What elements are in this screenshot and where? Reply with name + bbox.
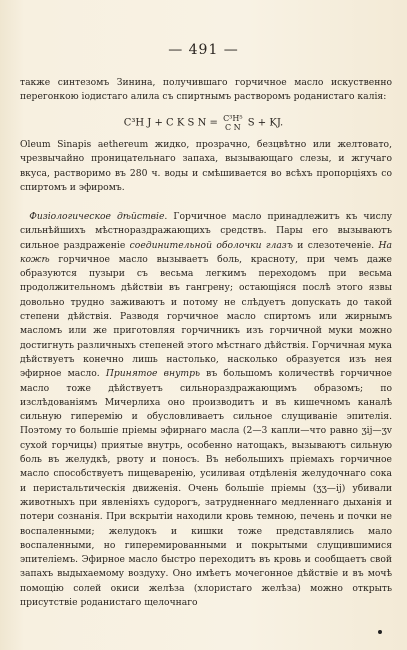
physio-text-4: въ большомъ количествѣ горчичное масло тоже дѣйствуетъ сильнораздражающимъ образомъ; по изслѣдованіямъ Мичерлиха оно производитъ и въ кишечномъ каналѣ сильную гиперемію и обусловливаетъ сильное слущиваніе эпителія. Поэтому то большіе пріемы эфирнаго масла (2—3 капли—что равно ʒij—ʒv сухой горчицы) приятые внутрь, особенно натощакъ, вызываютъ сильную боль въ желудкѣ, рвоту и поносъ. Въ небольшихъ пріемахъ горчичное масло способствуетъ пищеваренію, усиливая отдѣленія желудочнаго сока и перистальтическія движенія. Очень большіе пріемы (ʒʒ—ij) убивали животныхъ при явленіяхъ судорогъ, затрудненнаго медленнаго дыханія и потери сознанія. При вскрытіи находили кровь темною, печень и почки не воспаленными; желудокъ и кишки тоже представлялись мало воспаленными, но гиперемированными и покрытыми слущившимися эпителіемъ. Эфирное масло быстро переходитъ въ кровь и сообщаетъ свой запахъ выдыхаемому воздуху. Оно имѣетъ мочегонное дѣйствіе и въ мочѣ помощію солей окиси желѣза (хлористаго желѣза) можно открыть присутствіе роданистаго щелочнаго [20,368,392,609]
ink-dot [378,630,382,634]
physio-text-3: горчичное масло вызываетъ боль, красноту, при чемъ даже образуются пузыри съ весьма легкимъ переходомъ при весьма продолжительномъ дѣйствіи въ гангрену; остающіяся послѣ этого язвы довольно трудно заживаютъ и потому не слѣдуетъ допускать до такой степени дѣйствія. Разводя горчичное масло спиртомъ или жирнымъ масломъ или же приготовляя горчичникъ изъ горчичной муки можно достигнуть различныхъ степеней этого мѣстнаго дѣйствія. Горчичная мука дѣйствуетъ конечно лишь настолько, насколько образуется изъ нея эфирное масло. [20,253,392,380]
page-number: — 491 — [168,42,239,58]
intro-paragraph: также синтезомъ Зинина, получившаго горчичное масло искуственно перегонкою іодистаго алила съ спиртнымъ растворомъ роданистаго калія: [20,77,392,103]
formula-frac-top: C³H⁵ [223,114,243,123]
physio-emphasis-1: соединительной оболочки глазъ [129,239,293,251]
physio-text-2: и слезотеченіе. [292,239,379,251]
physiology-paragraph [20,210,392,610]
formula-left: C³H J + C K S N = [123,117,218,129]
chemical-formula [0,114,407,132]
physiology-heading: Физіологическое дѣйствіе. [29,211,168,222]
formula-fraction [223,114,243,132]
oleum-paragraph: Oleum Sinapis aethereum жидко, прозрачно, безцвѣтно или желтовато, чрезвычайно проницательнаго запаха, вызывающаго слезы, и жгучаго вкуса, растворимо въ 280 ч. воды и смѣшивается во всѣхъ пропорціяхъ со спиртомъ и эфиромъ. [20,139,392,193]
physio-text-1: Горчичное масло принадлежитъ къ числу сильнѣйшихъ мѣстнораздражающихъ средствъ. Пары его вызываютъ сильное раздраженіе [20,211,392,251]
physio-emphasis-2: На кожѣ [20,239,392,265]
formula-frac-bottom: C N [224,123,241,132]
physio-emphasis-3: Принятое внутрь [105,368,200,380]
formula-right: S + KJ. [247,117,284,129]
